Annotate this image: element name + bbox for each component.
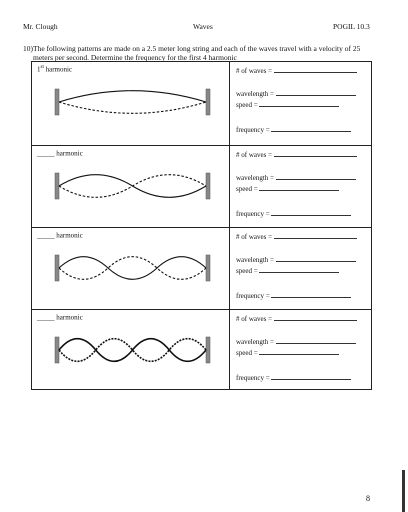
wavelength-field — [236, 255, 356, 264]
wave-solid — [59, 91, 206, 102]
waves-field-blank[interactable] — [274, 314, 357, 321]
wavelength-field-blank[interactable] — [276, 89, 356, 96]
harmonic-label-suffix: harmonic — [43, 65, 73, 74]
frequency-field — [236, 125, 351, 134]
speed-field — [236, 266, 339, 275]
speed-field-label: speed = — [236, 267, 260, 275]
frequency-field-label: frequency = — [236, 374, 272, 382]
harmonic-row — [32, 227, 371, 309]
waves-field-label: # of waves = — [236, 315, 274, 323]
wavelength-field-blank[interactable] — [276, 255, 356, 262]
speed-field-label: speed = — [236, 349, 260, 357]
standing-wave-diagram — [32, 228, 229, 310]
left-wall — [55, 173, 59, 199]
frequency-field-blank[interactable] — [271, 373, 351, 380]
wave-dashed — [59, 257, 206, 280]
frequency-field — [236, 209, 351, 218]
question-text: The following patterns are made on a 2.5 meter long string and each of the waves travel with a velocity of 25 meters per second. Determine the frequency for the first 4 harmonic — [33, 44, 361, 62]
wavelength-field-label: wavelength = — [236, 174, 276, 182]
harmonic-label-prefix: _____ — [37, 149, 57, 158]
frequency-field-blank[interactable] — [271, 125, 351, 132]
wave-dashed — [59, 102, 206, 113]
wavelength-field-blank[interactable] — [276, 173, 356, 180]
frequency-field-label: frequency = — [236, 210, 272, 218]
wave-solid — [59, 339, 206, 362]
frequency-field-label: frequency = — [236, 126, 272, 134]
wave-solid — [59, 257, 206, 280]
speed-field-blank[interactable] — [259, 348, 339, 355]
wavelength-field-blank[interactable] — [276, 337, 356, 344]
waves-field-label: # of waves = — [236, 67, 274, 75]
frequency-field — [236, 291, 351, 300]
left-wall — [55, 337, 59, 363]
frequency-field — [236, 373, 351, 382]
waves-field-blank[interactable] — [274, 150, 357, 157]
wave-dashed — [59, 175, 206, 198]
harmonic-label-suffix: harmonic — [56, 149, 83, 158]
waves-field — [236, 66, 357, 75]
waves-field — [236, 150, 357, 159]
harmonic-label-suffix: harmonic — [56, 313, 83, 322]
harmonic-label-prefix: 1 — [37, 65, 41, 74]
waves-field-label: # of waves = — [236, 233, 274, 241]
harmonic-row — [32, 62, 371, 145]
right-wall — [206, 89, 210, 115]
page-number: 8 — [366, 494, 370, 503]
frequency-field-blank[interactable] — [271, 291, 351, 298]
waves-field-blank[interactable] — [274, 66, 357, 73]
speed-field-label: speed = — [236, 101, 260, 109]
speed-field-blank[interactable] — [259, 184, 339, 191]
wavelength-field — [236, 173, 356, 182]
harmonic-label-suffix: harmonic — [56, 231, 83, 240]
header-title: Waves — [193, 22, 213, 31]
wavelength-field-label: wavelength = — [236, 338, 276, 346]
wavelength-field-label: wavelength = — [236, 90, 276, 98]
waves-field — [236, 232, 357, 241]
standing-wave-diagram — [32, 310, 229, 392]
page-edge-bar — [402, 470, 405, 512]
harmonic-row — [32, 145, 371, 227]
harmonic-label-prefix: _____ — [37, 231, 57, 240]
right-wall — [206, 337, 210, 363]
standing-wave-diagram — [32, 62, 229, 145]
left-wall — [55, 89, 59, 115]
wavelength-field-label: wavelength = — [236, 256, 276, 264]
header-code: POGIL 10.3 — [333, 22, 370, 31]
wavelength-field — [236, 337, 356, 346]
header-author: Mr. Clough — [23, 22, 58, 31]
waves-field-blank[interactable] — [274, 232, 357, 239]
wavelength-field — [236, 89, 356, 98]
waves-field-label: # of waves = — [236, 151, 274, 159]
speed-field — [236, 100, 339, 109]
harmonic-label-prefix: _____ — [37, 313, 57, 322]
frequency-field-blank[interactable] — [271, 209, 351, 216]
waves-field — [236, 314, 357, 323]
speed-field-label: speed = — [236, 185, 260, 193]
harmonics-table — [31, 61, 372, 390]
frequency-field-label: frequency = — [236, 292, 272, 300]
right-wall — [206, 255, 210, 281]
speed-field-blank[interactable] — [259, 266, 339, 273]
speed-field — [236, 348, 339, 357]
question-number: 10) — [23, 44, 33, 53]
standing-wave-diagram — [32, 146, 229, 228]
left-wall — [55, 255, 59, 281]
harmonic-row — [32, 309, 371, 391]
speed-field-blank[interactable] — [259, 100, 339, 107]
harmonic-label-sup: st — [40, 65, 44, 70]
right-wall — [206, 173, 210, 199]
speed-field — [236, 184, 339, 193]
